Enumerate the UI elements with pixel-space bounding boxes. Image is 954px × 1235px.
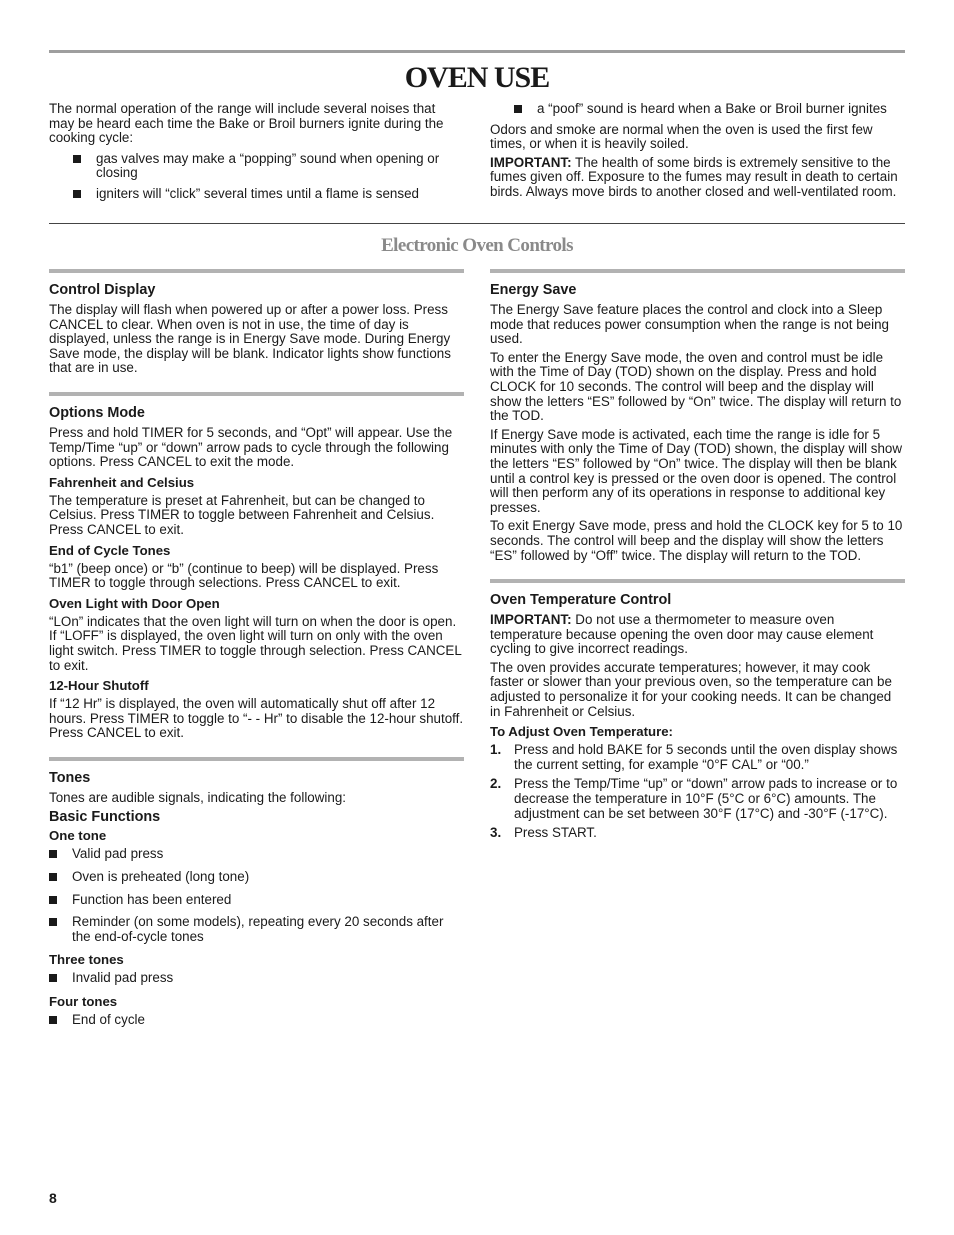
top-rule (49, 50, 905, 53)
list-item (490, 777, 905, 821)
energy-save-p1: The Energy Save feature places the control and clock into a Sleep mode that reduces power consumption when the range is not being used. (490, 302, 889, 347)
control-display-heading: Control Display (49, 282, 156, 298)
list-item (49, 893, 464, 908)
page-number: 8 (49, 1190, 57, 1206)
section-bar (490, 269, 905, 273)
adjust-heading: To Adjust Oven Temperature: (490, 724, 673, 740)
section-bar (49, 392, 464, 396)
intro-right-column (490, 102, 905, 204)
list-item-text: igniters will “click” several times until a flame is sensed (96, 185, 419, 201)
section-bar (49, 757, 464, 761)
step-number: 3. (490, 825, 502, 841)
intro-paragraph: The normal operation of the range will include several noises that may be heard each time the Bake or Broil burners ignite during the cooking cycle: (49, 101, 444, 146)
odors-paragraph: Odors and smoke are normal when the oven is used the first few times, or when it is heavily soiled. (490, 121, 873, 152)
three-tones-heading: Three tones (49, 952, 124, 968)
step-text: Press and hold BAKE for 5 seconds until the oven display shows the current setting, for example “0°F CAL” or “00.” (514, 742, 898, 772)
options-mode-heading: Options Mode (49, 404, 145, 421)
fahrenheit-text: The temperature is preset at Fahrenheit, but can be changed to Celsius. Press TIMER to toggle between Fahrenheit and Celsius. Press CANCEL to exit. (49, 492, 435, 537)
tones-heading: Tones (49, 769, 91, 786)
list-item-text: Invalid pad press (72, 970, 174, 986)
shutoff-heading: 12-Hour Shutoff (49, 678, 149, 694)
list-item (49, 870, 464, 885)
energy-save-p4: To exit Energy Save mode, press and hold the CLOCK key for 5 to 10 seconds. The control will beep and the display will show the letters “ES” followed by “Off” twice. The display will return to the TOD. (490, 518, 903, 563)
options-mode-text: Press and hold TIMER for 5 seconds, and “Opt” will appear. Use the Temp/Time “up” or “down” arrow pads to cycle through the following options. Press CANCEL to exit the mode. (49, 424, 453, 470)
step-text: Press START. (514, 825, 597, 841)
list-item-text: a “poof” sound is heard when a Bake or Broil burner ignites (537, 101, 887, 116)
bullet-square-icon (514, 105, 522, 113)
shutoff-text: If “12 Hr” is displayed, the oven will automatically shut off after 12 hours. Press TIMER to toggle to “- - Hr” to disable the 12-hour shutoff. Press CANCEL to exit. (49, 696, 464, 741)
basic-functions-heading: Basic Functions (49, 809, 161, 826)
section-bar (49, 269, 464, 273)
important-text: Do not use a thermometer to measure oven temperature because opening the oven door may cause element cycling to give incorrect readings. (490, 612, 874, 657)
list-item (514, 102, 905, 117)
right-column (490, 269, 905, 846)
oven-temp-heading: Oven Temperature Control (490, 592, 672, 609)
oven-light-heading: Oven Light with Door Open (49, 595, 220, 611)
four-tones-heading: Four tones (49, 994, 118, 1010)
page-title: OVEN USE (404, 61, 550, 94)
important-label: IMPORTANT: (490, 612, 572, 628)
intro-bullet-list (73, 152, 464, 202)
list-item (49, 971, 464, 986)
intro-left-column (49, 102, 464, 208)
list-item (49, 915, 464, 944)
bullet-square-icon (73, 155, 81, 163)
one-tone-heading: One tone (49, 828, 107, 844)
energy-save-p2: To enter the Energy Save mode, the oven and control must be idle with the Time of Day (TOD) shown on the display. Press and hold CLOCK for 10 seconds. The control will beep and the display will show the letters “ES” followed by “On” twice. The display will return to the TOD. (490, 349, 902, 424)
list-item-text: Valid pad press (72, 846, 164, 862)
important-paragraph (490, 156, 905, 200)
step-text: Press the Temp/Time “up” or “down” arrow pads to increase or to decrease the temperature in 10°F (5°C or 6°C) amounts. The adjustment can be set between 30°F (17°C) and -30°F (-17°C). (514, 776, 898, 821)
list-item-text: Oven is preheated (long tone) (72, 869, 250, 885)
list-item-text: Function has been entered (72, 891, 232, 907)
important-label: IMPORTANT: (490, 154, 572, 170)
oven-temp-p2: The oven provides accurate temperatures; however, it may cook faster or slower than your previous oven, so the temperature can be adjusted to personalize it for your cooking needs. It can be changed in Fahrenheit or Celsius. (490, 659, 892, 719)
step-number: 1. (490, 742, 502, 758)
four-tones-list (49, 1013, 464, 1028)
bullet-square-icon (49, 873, 57, 881)
end-cycle-text: “b1” (beep once) or “b” (continue to beep) will be displayed. Press TIMER to toggle through selections. Press CANCEL to exit. (49, 560, 439, 591)
oven-temp-important (490, 613, 905, 657)
step-number: 2. (490, 776, 502, 792)
list-item (49, 847, 464, 862)
energy-save-heading: Energy Save (490, 282, 577, 298)
important-text: The health of some birds is extremely sensitive to the fumes given off. Exposure to the fumes may result in death to certain birds. Always move birds to another closed and well-ventilated room. (490, 154, 898, 199)
list-item-text: End of cycle (72, 1012, 145, 1028)
bullet-square-icon (49, 896, 57, 904)
section-title: Electronic Oven Controls (381, 235, 573, 256)
list-item (490, 826, 905, 841)
list-item (73, 152, 464, 181)
bullet-square-icon (49, 974, 57, 982)
adjust-steps-list (490, 743, 905, 841)
section-divider (49, 223, 905, 224)
three-tones-list (49, 971, 464, 986)
list-item (490, 743, 905, 772)
list-item (73, 187, 464, 202)
energy-save-p3: If Energy Save mode is activated, each time the range is idle for 5 minutes with only the Time of Day (TOD) shown, the display will show the letters “ES” followed by “On” twice. The display will then be blank until a control key is pressed or the oven door is opened. The control will then perform any of its operations in response to additional key presses. (490, 426, 903, 515)
section-bar (490, 579, 905, 583)
list-item (49, 1013, 464, 1028)
fahrenheit-heading: Fahrenheit and Celsius (49, 474, 195, 490)
list-item-text: gas valves may make a “popping” sound when opening or closing (96, 150, 440, 181)
control-display-text: The display will flash when powered up or after a power loss. Press CANCEL to clear. When oven is not in use, the time of day is displayed, unless the range is in Energy Save mode. During Energy Save mode, the display will be blank. Indicator lights show functions that are in use. (49, 302, 451, 376)
bullet-square-icon (49, 918, 57, 926)
one-tone-list (49, 847, 464, 944)
bullet-square-icon (49, 850, 57, 858)
bullet-square-icon (73, 190, 81, 198)
intro-bullet-list-cont (514, 102, 905, 117)
tones-text: Tones are audible signals, indicating the following: (49, 789, 347, 805)
bullet-square-icon (49, 1016, 57, 1024)
list-item-text: Reminder (on some models), repeating every 20 seconds after the end-of-cycle tones (72, 914, 444, 944)
oven-light-text: “LOn” indicates that the oven light will turn on when the door is open. If “LOFF” is displayed, the oven light will turn on only with the oven light switch. Press TIMER to toggle through selection. Press CANCEL to exit. (49, 613, 462, 673)
left-column (49, 269, 464, 1036)
end-cycle-heading: End of Cycle Tones (49, 542, 171, 558)
